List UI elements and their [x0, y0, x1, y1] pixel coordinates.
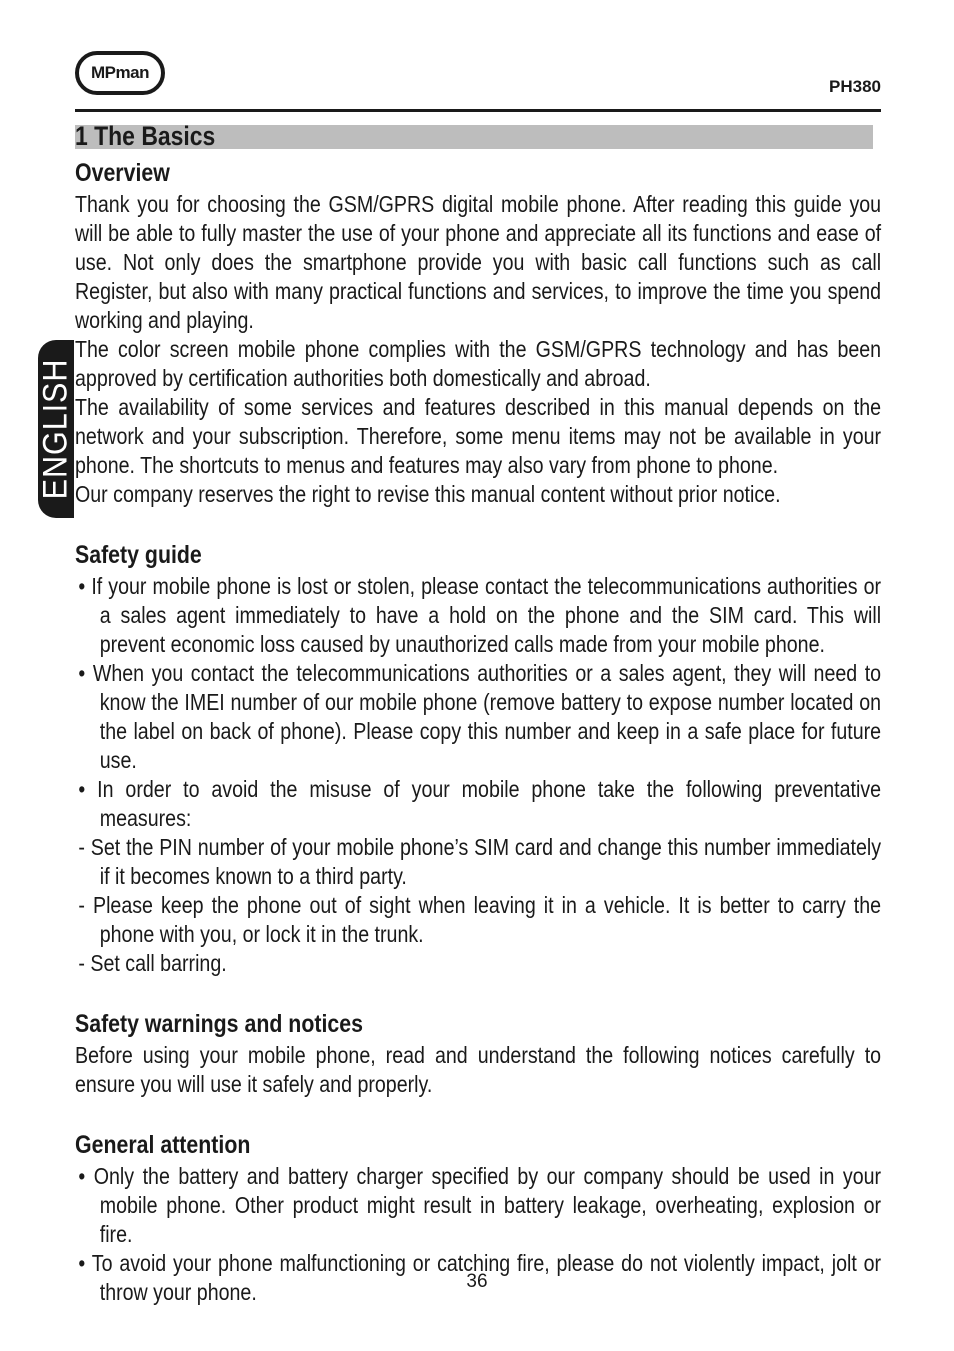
safety-guide-heading: Safety guide [75, 541, 202, 569]
section-gap [75, 978, 881, 1008]
model-number: PH380 [829, 77, 881, 96]
general-attention-heading: General attention [75, 1131, 251, 1159]
safety-warnings-heading: Safety warnings and notices [75, 1010, 363, 1038]
section-gap [75, 1099, 881, 1129]
safety-guide-item: - Set the PIN number of your mobile phone’s SIM card and change this number immediately if it becomes known to a third party. [78, 834, 882, 889]
overview-paragraph: Thank you for choosing the GSM/GPRS digital mobile phone. After reading this guide you will be able to fully master the use of your phone and appreciate all its functions and ease of use. Not only does the smartphone provide you with basic call functions such as call Register, but also with many practical functions and services, to improve the time you spend working and playing. [75, 191, 882, 333]
logo-text: MPman [91, 63, 149, 82]
overview-heading: Overview [75, 159, 170, 187]
safety-guide-item: • When you contact the telecommunications authorities or a sales agent, they will need to know the IMEI number of our mobile phone (remove battery to expose number located on the label on back of phone). Please copy this number and keep in a safe place for future use. [78, 660, 882, 773]
safety-guide-item: - Set call barring. [78, 950, 227, 976]
safety-guide-item: • If your mobile phone is lost or stolen, please contact the telecommunications authorities or a sales agent immediately to have a hold on the phone and the SIM card. This will prevent economic loss caused by unauthorized calls made from your mobile phone. [78, 573, 882, 657]
safety-guide-item: - Please keep the phone out of sight when leaving it in a vehicle. It is better to carry the phone with you, or lock it in the trunk. [78, 892, 882, 947]
section-gap [75, 509, 881, 539]
language-label: ENGLISH [36, 358, 75, 500]
general-attention-item: • To avoid your phone malfunctioning or catching fire, please do not violently impact, jolt or throw your phone. [78, 1250, 882, 1305]
chapter-title: 1 The Basics [75, 121, 216, 151]
chapter-bar [75, 121, 873, 151]
page-content [75, 157, 881, 1307]
safety-warnings-paragraph: Before using your mobile phone, read and understand the following notices carefully to ensure you will use it safely and properly. [75, 1042, 882, 1097]
overview-paragraph: The color screen mobile phone complies with the GSM/GPRS technology and has been approved by certification authorities both domestically and abroad. [75, 336, 882, 391]
general-attention-item: • Only the battery and battery charger specified by our company should be used in your mobile phone. Other product might result in battery leakage, overheating, explosion or fire. [78, 1163, 882, 1247]
overview-paragraph: The availability of some services and features described in this manual depends on the network and your subscription. Therefore, some menu items may not be available in your phone. The shortcuts to menus and features may also vary from phone to phone. [75, 394, 882, 478]
page-number: 36 [466, 1271, 488, 1292]
language-side-tab [38, 340, 74, 518]
mpman-logo [75, 51, 165, 95]
safety-guide-item: • In order to avoid the misuse of your mobile phone take the following preventative measures: [78, 776, 882, 831]
header-divider [75, 109, 881, 112]
overview-paragraph: Our company reserves the right to revise this manual content without prior notice. [75, 481, 781, 507]
